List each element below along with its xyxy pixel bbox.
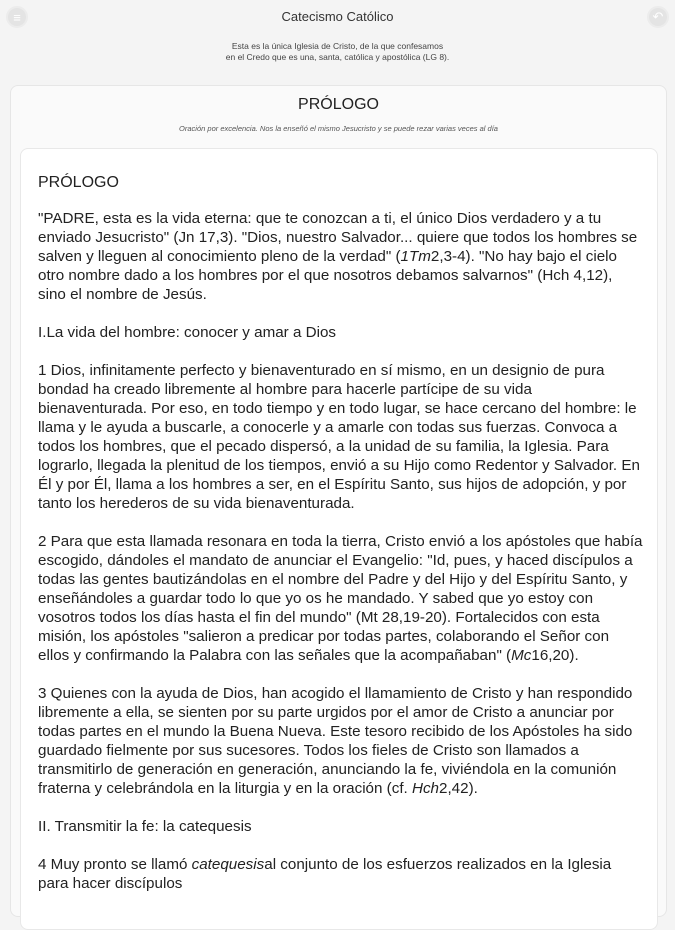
paragraph-text: 2,42). (439, 780, 478, 797)
paragraph-text: "PADRE, esta es la vida eterna: que te conozcan a ti, el único Dios verdadero y a tu enviado Jesucristo" (Jn 17,3). "Dios, nuestro Salvador... quiere que todos los hombres se salven y lleguen al conocimiento pleno de la verdad" ( (38, 210, 638, 265)
paragraph (38, 855, 644, 893)
paragraph-text: 2,3-4). "No hay bajo el cielo otro nombre dado a los hombres por el que nosotros debamos salvarnos" (Hch 4,12), sino el nombre de Jesús. (38, 248, 617, 303)
paragraph (38, 323, 644, 342)
subtitle-line: en el Credo que es una, santa, católica y apostólica (LG 8). (225, 52, 450, 62)
paragraph-text: 3 Quienes con la ayuda de Dios, han acogido el llamamiento de Cristo y han respondido libremente a ella, se sienten por su parte urgidos por el amor de Cristo a anunciar por todas partes en el mundo la Buena Nueva. Este tesoro recibido de los Apóstoles ha sido guardado fielmente por sus sucesores. Todos los fieles de Cristo son llamados a transmitirlo de generación en generación, anunciando la fe, viviéndola en la comunión fraterna y celebrándola en la liturgia y en la oración (cf. (38, 685, 633, 797)
paragraph (38, 817, 644, 836)
paragraph (38, 532, 644, 665)
citation-text: Mc (511, 647, 532, 664)
top-bar (0, 0, 675, 40)
section-card (10, 85, 667, 917)
paragraph-text: 4 Muy pronto se llamó (38, 856, 192, 873)
back-button[interactable] (647, 6, 669, 28)
citation-text: Hch (412, 780, 440, 797)
paragraph-text: 1 Dios, infinitamente perfecto y bienaventurado en sí mismo, en un designio de pura bondad ha creado libremente al hombre para hacerle partícipe de su vida bienaventurada. Por eso, en todo tiempo y en todo lugar, se hace cercano del hombre: le llama y le ayuda a buscarle, a conocerle y a amarle con todas sus fuerzas. Convoca a todos los hombres, que el pecado dispersó, a la unidad de su familia, la Iglesia. Para lograrlo, llegada la plenitud de los tiempos, envió a su Hijo como Redentor y Salvador. En Él y por Él, llama a los hombres a ser, en el Espíritu Santo, sus hijos de adopción, y por tanto los herederos de su vida bienaventurada. (38, 362, 640, 512)
paragraph-text: I.La vida del hombre: conocer y amar a Dios (38, 324, 336, 341)
content-heading: PRÓLOGO (38, 174, 119, 191)
paragraph-text: 2 Para que esta llamada resonara en toda la tierra, Cristo envió a los apóstoles que había escogido, dándoles el mandato de anunciar el Evangelio: "Id, pues, y haced discípulos a todas las gentes bautizándolas en el nombre del Padre y del Hijo y del Espíritu Santo, y enseñándoles a guardar todo lo que yo os he mandado. Y sabed que yo estoy con vosotros todos los días hasta el fin del mundo" (Mt 28,19-20). Fortalecidos con esta misión, los apóstoles "salieron a predicar por todas partes, colaborando el Señor con ellos y confirmando la Palabra con las señales que la acompañaban" ( (38, 533, 643, 664)
paragraph (38, 684, 644, 798)
subtitle-line: Esta es la única Iglesia de Cristo, de la que confesamos (231, 41, 444, 51)
paragraph-text: al conjunto de los esfuerzos realizados en la Iglesia para hacer discípulos (38, 856, 612, 892)
paragraph (38, 361, 644, 513)
header-subtitle (0, 41, 675, 63)
paragraph (38, 209, 644, 304)
paragraph-text: 16,20). (531, 647, 579, 664)
menu-icon: ≡ (13, 9, 21, 25)
citation-text: 1Tm (400, 248, 431, 265)
citation-text: catequesis (191, 856, 265, 873)
paragraph-text: II. Transmitir la fe: la catequesis (38, 818, 252, 835)
content-card[interactable] (20, 148, 658, 930)
section-description: Oración por excelencia. Nos la enseñó el mismo Jesucristo y se puede rezar varias veces al día (179, 124, 498, 133)
app-title: Catecismo Católico (281, 9, 394, 24)
back-icon: ↶ (652, 9, 664, 24)
content-text (38, 173, 644, 912)
section-title: PRÓLOGO (298, 96, 379, 113)
